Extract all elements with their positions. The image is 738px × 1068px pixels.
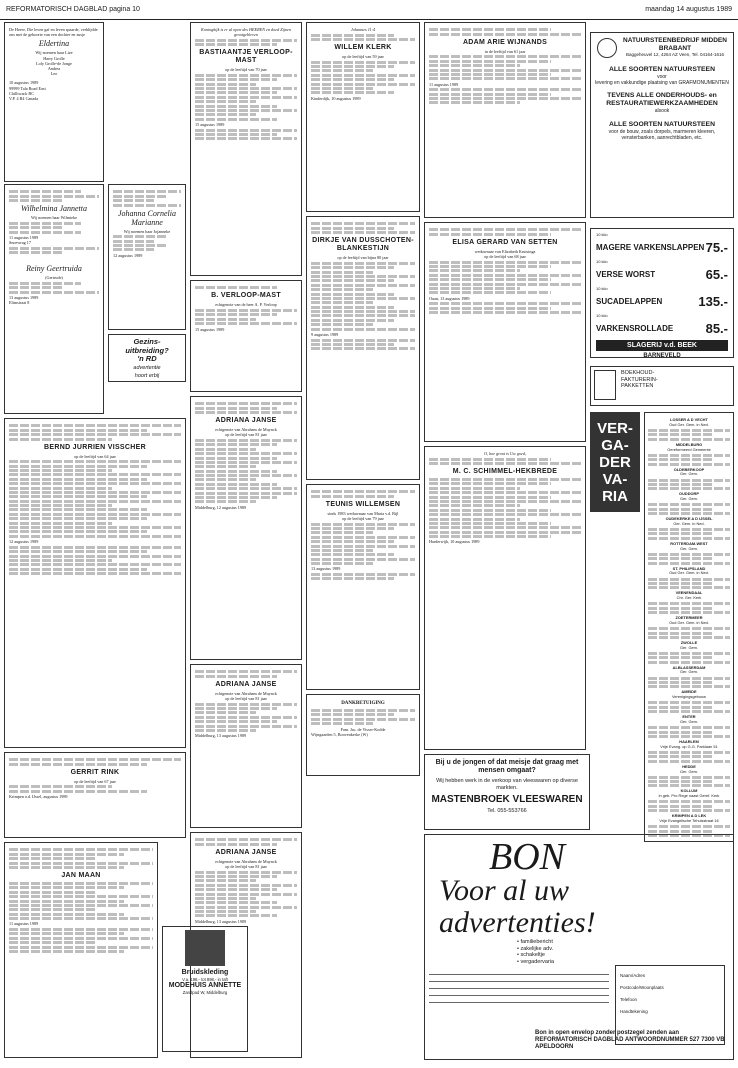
deceased-age: op de leeftijd van 64 jaar xyxy=(74,453,116,459)
thank-you-title: DANKBETUIGING xyxy=(341,701,385,706)
text-line xyxy=(648,731,714,734)
obituary-adam-wijnands xyxy=(424,22,586,218)
text-line xyxy=(648,607,714,610)
spouse-line: echtgenote van Abraham de Muynck xyxy=(215,858,277,864)
deceased-name: ADRIANA JANSE xyxy=(215,417,277,425)
text-line xyxy=(648,433,714,436)
coupon-option-label: familiebericht xyxy=(520,939,553,945)
coupon-option: • familiebericht xyxy=(517,939,553,945)
company-logo-icon xyxy=(597,38,617,58)
ad-text: voor de bouw, zoals dorpels, marmeren kleeren, vensterbanken, aanrechtbladen, etc. xyxy=(608,128,716,141)
spouse-line: weduwnaar van Elizabeth Kruisinga xyxy=(474,248,536,254)
coupon-option: • vergadervaria xyxy=(517,958,555,965)
field-label: Telefoon xyxy=(620,997,638,1002)
church-location: MIDDELBURG xyxy=(675,441,703,447)
promo-line: hoort erbij xyxy=(134,373,160,379)
spouse-line: echtgenote van de heer A. P. Verloop xyxy=(215,302,277,308)
church-info: in geb. Pro Rege naast Geref. Kerk xyxy=(658,793,720,799)
text-line xyxy=(648,809,730,812)
ad-date: 13 augustus 1989 xyxy=(311,566,341,572)
signature: Fam. Jac. de Visser-Kodde xyxy=(340,726,386,732)
text-line xyxy=(648,677,730,680)
deceased-age: op de leeftijd van 79 jaar xyxy=(342,515,384,521)
spouse-line: echtgenote van Abraham de Muynck xyxy=(215,427,277,433)
promo-line: Gezins- xyxy=(133,337,161,346)
deceased-name: BERND JURRIEN VISSCHER xyxy=(44,443,146,451)
ad-text: voor xyxy=(657,74,667,80)
price-range: V.a. 198,- tot 898,- in taft xyxy=(182,977,228,982)
bible-quote: Johannes 11:4 xyxy=(350,27,376,32)
bookkeeping-ad xyxy=(590,366,734,406)
church-location: ZWOLLE xyxy=(680,639,698,645)
text-line xyxy=(648,483,714,486)
ad-date: 15 augustus 1989 xyxy=(195,122,225,128)
ad-address: Chilliwack BC xyxy=(9,90,35,96)
issue-date: maandag 14 augustus 1989 xyxy=(645,6,732,13)
church-location: ST. PHILIPSLAND xyxy=(672,565,706,571)
family-name: Leo xyxy=(50,71,58,77)
deceased-name: GERRIT RINK xyxy=(70,768,120,776)
deceased-name: TEUNIS WILLEMSEN xyxy=(325,500,401,508)
obituary-elisa-van-setten xyxy=(424,222,586,442)
ad-line: FAKTURERIN- xyxy=(621,376,658,383)
text-line xyxy=(648,512,730,515)
price-row xyxy=(596,259,728,282)
ad-date: 9 augustus 1989 xyxy=(311,332,339,338)
ad-date: 10 augustus 1989 xyxy=(9,80,39,86)
price-amount: 65.- xyxy=(705,267,728,282)
church-location: LOSSER A D VECHT xyxy=(670,417,708,422)
church-location: HAARLEM xyxy=(679,738,699,744)
page-header xyxy=(0,0,738,20)
child-name: Reiny Geertruida xyxy=(26,264,82,274)
ad-body: Wij hebben werk in de verkoop van vleeswaren op diverse markten. xyxy=(436,778,578,791)
text-line xyxy=(648,611,730,614)
deceased-age: op de leeftijd van 81 jaar xyxy=(225,432,267,438)
child-nickname: Wij noemen haar Wilmieke xyxy=(31,215,77,221)
company-name: MASTENBROEK VLEESWAREN xyxy=(431,794,583,805)
price-quantity: 10 kilo xyxy=(596,259,608,264)
ad-place-date: Middelburg, 12 augustus 1989 xyxy=(195,504,247,510)
church-location: ZOETERMEER xyxy=(675,615,703,621)
deceased-name: ADRIANA JANSE xyxy=(215,680,277,688)
price-quantity: 10 kilo xyxy=(596,286,608,291)
deceased-age: op de leeftijd van bijna 80 jaar xyxy=(337,255,389,261)
field-label: Handtekening xyxy=(620,1009,648,1014)
obituary-adriana-janse-2 xyxy=(190,664,302,828)
obituary-gerrit-rink xyxy=(4,752,186,838)
deceased-name: B. VERLOOP-MAST xyxy=(211,292,281,300)
text-line xyxy=(648,632,714,635)
ad-place-date: Middelburg, 13 augustus 1989 xyxy=(195,918,247,924)
text-line xyxy=(648,710,730,713)
text-line xyxy=(648,562,730,565)
deceased-name: DIRKJE VAN DUSSCHOTEN-BLANKESTIJN xyxy=(312,237,414,253)
deceased-age: op de leeftijd van 70 jaar xyxy=(225,67,267,73)
church-info: Ger. Gem. xyxy=(680,644,698,650)
newspaper-title: REFORMATORISCH DAGBLAD pagina 10 xyxy=(6,6,140,13)
ad-address: Elimstraat 8 xyxy=(9,300,30,306)
text-line xyxy=(648,602,730,605)
coupon-line[interactable] xyxy=(429,969,609,975)
ad-date: 13 augustus 1989 xyxy=(9,294,39,300)
text-line xyxy=(648,726,730,729)
text-line xyxy=(648,532,714,535)
church-info: Ger. Gem. xyxy=(680,471,698,477)
deceased-name: ELISA GERARD VAN SETTEN xyxy=(452,238,558,246)
ad-place-date: Middelburg, 13 augustus 1989 xyxy=(195,733,247,739)
text-line xyxy=(648,685,730,688)
price-row xyxy=(596,313,728,336)
church-info: Verenigingsgebouw xyxy=(672,694,706,700)
obituary-bastiaantje xyxy=(190,22,302,276)
price-product: VARKENSROLLADE xyxy=(596,324,674,333)
ad-place-date: Harderwijk, 10 augustus 1989 xyxy=(429,539,480,545)
header-line: RIA xyxy=(602,488,628,505)
ad-heading: ALLE SOORTEN NATUURSTEEN xyxy=(609,120,715,128)
church-info: Vrije Evangelische Tehuisstraat 16 xyxy=(659,818,719,824)
advertisement-coupon xyxy=(424,834,734,1060)
butcher-name: SLAGERIJ v.d. BEEK xyxy=(596,340,728,351)
coupon-subtitle: Voor al uw advertenties! xyxy=(439,874,596,939)
butcher-price-ad xyxy=(590,228,734,358)
deceased-name: WILLEM KLERK xyxy=(334,43,392,51)
header-line: VA- xyxy=(602,471,628,488)
text-line xyxy=(648,805,714,808)
coupon-line[interactable] xyxy=(429,976,609,982)
ad-heading: TEVENS ALLE ONDERHOUDS- en RESTAURATIEWERKZAAMHEDEN xyxy=(606,92,718,108)
church-location: VEENENDAAL xyxy=(675,590,703,596)
child-nickname: (Gertrude) xyxy=(45,275,63,281)
obituary-schimmel xyxy=(424,446,586,750)
deceased-age: op de leeftijd van 81 jaar xyxy=(225,863,267,869)
deceased-name: ADRIANA JANSE xyxy=(215,848,277,856)
text-line xyxy=(648,537,730,540)
ad-place-date: Krimpen a.d. IJssel, augustus 1989 xyxy=(9,794,68,800)
text-line xyxy=(648,825,730,828)
church-info: Ger. Gem. in Ned. xyxy=(673,520,705,526)
spouse-line: sinds 1983 weduwnaar van Maria v.d. Bijl xyxy=(327,510,399,516)
deceased-name: JAN MAAN xyxy=(61,871,101,879)
coupon-option-label: zakelijke adv. xyxy=(520,945,554,952)
coupon-line[interactable] xyxy=(429,997,609,1003)
company-phone: Tel. 055-553766 xyxy=(487,808,527,814)
text-line xyxy=(648,454,730,457)
text-line xyxy=(648,557,714,560)
coupon-title: BON xyxy=(489,836,565,878)
ad-heading: ALLE SOORTEN NATUURSTEEN xyxy=(609,66,715,73)
ad-line: PAKKETTEN xyxy=(621,383,654,389)
family-name: Loly Grolle-de Jonge xyxy=(36,60,72,66)
ad-line: BOEKHOUD- xyxy=(621,370,655,376)
ad-address: Wijngaarden 5, Boovenkerke (W) xyxy=(311,731,368,737)
ad-date: Ouan, 13 augustus 1989 xyxy=(429,295,470,301)
ad-address: Snoewrag 17 xyxy=(9,240,31,246)
price-product: VERSE WORST xyxy=(596,270,656,279)
birth-ad-wilhelmina xyxy=(4,184,104,414)
text-line xyxy=(648,528,730,531)
field-label: Naam/Adres xyxy=(620,973,646,978)
church-info: Ger. Gem. xyxy=(680,768,698,774)
company-address: Baggeheuvel 12, 4264 AZ Veen, Tel. 04164-1616 xyxy=(626,52,724,57)
company-name: NATUURSTEENBEDRIJF MIDDEN BRABANT xyxy=(623,37,727,52)
text-line xyxy=(648,636,730,639)
text-line xyxy=(648,582,714,585)
text-line xyxy=(648,487,730,490)
coupon-line[interactable] xyxy=(429,990,609,996)
text-line xyxy=(648,755,714,758)
price-quantity: 10 kilo xyxy=(596,313,608,318)
church-location: HEDDE xyxy=(682,763,696,769)
ad-address: V.P. 4 R4 Canada xyxy=(9,96,39,102)
text-line xyxy=(648,661,730,664)
child-name: Wilhelmina Jannetta xyxy=(21,204,87,214)
ad-date: 11 augustus 1989 xyxy=(429,81,459,87)
price-amount: 85.- xyxy=(705,321,728,336)
coupon-option-label: vergadervaria xyxy=(520,958,555,965)
stone-company-ad xyxy=(590,32,734,218)
church-location: KOLLUM xyxy=(680,788,698,794)
deceased-age: op de leeftijd van 59 jaar xyxy=(342,53,384,59)
deceased-name: M. C. SCHIMMEL-HEKBREDE xyxy=(452,467,558,475)
church-location: OUDEKERKE A D IJSSEL xyxy=(665,516,713,522)
deceased-age: op de leeftijd van 68 jaar xyxy=(484,253,526,259)
birth-ad-johanna xyxy=(108,184,186,330)
bridal-wear-ad xyxy=(162,926,248,1052)
butcher-place: BARNEVELD xyxy=(643,353,681,359)
ad-heading: Bruidskleding xyxy=(181,969,229,976)
text-line xyxy=(648,627,730,630)
text-line xyxy=(648,652,730,655)
obituary-b-verloop xyxy=(190,280,302,392)
church-info: Chr. Ger. Kerk xyxy=(676,595,702,601)
text-line xyxy=(648,776,730,779)
price-quantity: 10 kilo xyxy=(596,232,608,237)
church-info: Ger. Gem. xyxy=(680,545,698,551)
ad-date: 12 augustus 1989 xyxy=(113,252,143,258)
coupon-return-address: Bon in open envelop zonder postzegel zenden aan REFORMATORISCH DAGBLAD ANTWOORDNUMMER 527 7300 VB APELDOORN xyxy=(535,1030,725,1050)
ad-date: 15 augustus 1989 xyxy=(195,326,225,332)
promo-line: uitbreiding? xyxy=(125,345,169,355)
meetings-section-header xyxy=(590,412,640,512)
text-line xyxy=(648,503,730,506)
family-name: Andrea xyxy=(47,66,61,72)
spouse-line: echtgenote van Abraham de Muynck xyxy=(215,690,277,696)
shop-name: MODEHUIS ANNETTE xyxy=(168,982,242,990)
price-product: SUCADELAPPEN xyxy=(596,297,663,306)
child-name: Johanna Cornelia Marianne xyxy=(118,208,176,227)
child-name: Eldertina xyxy=(38,39,70,49)
text-line xyxy=(648,508,714,511)
bible-quote: O, hoe groot is Uw goed, xyxy=(483,451,527,456)
church-info: Oud Ger. Gem. in Ned. xyxy=(669,619,709,625)
family-announcement-promo xyxy=(108,334,186,382)
text-line xyxy=(648,784,730,787)
text-line xyxy=(648,706,714,709)
obituary-adriana-janse-1 xyxy=(190,396,302,660)
ad-question: Bij u de jongen of dat meisje dat graag met mensen omgaat? xyxy=(435,759,579,774)
shop-address: Zandpad W, Middelburg xyxy=(182,990,228,996)
company-logo-icon xyxy=(594,370,616,400)
ad-date: 11 augustus 1989 xyxy=(9,921,39,927)
ad-date: 11 augustus 1989 xyxy=(9,234,39,240)
ad-intro: De Heere, Die leven gaf en leven spaarde, verblijdde ons met de geboorte van een dochter en zusje xyxy=(9,27,98,38)
text-line xyxy=(648,800,730,803)
header-line: GA- xyxy=(601,437,629,454)
child-nickname: Wij noemen haar Jojanneke xyxy=(123,228,171,234)
church-info: Gereformeerd Gemeente xyxy=(667,446,711,452)
church-services-list xyxy=(644,412,734,842)
promo-line: 'n RD xyxy=(137,354,157,363)
coupon-option: • zakelijke adv. xyxy=(517,945,554,952)
text-line xyxy=(648,760,730,763)
text-line xyxy=(648,656,714,659)
church-location: OLDEBERKOOP xyxy=(673,466,705,472)
text-line xyxy=(648,681,714,684)
ad-address: 99999 Tala Road East xyxy=(9,85,46,91)
header-line: DER xyxy=(599,454,631,471)
deceased-name: BASTIAANTJE VERLOOP-MAST xyxy=(199,49,293,65)
coupon-line[interactable] xyxy=(429,983,609,989)
deceased-age: in de leeftijd van 61 jaar xyxy=(484,48,526,54)
ad-date: 12 augustus 1989 xyxy=(9,539,39,545)
text-line xyxy=(648,586,730,589)
price-row xyxy=(596,286,728,309)
church-location: ENTER xyxy=(682,714,696,720)
deceased-age: op de leeftijd van 81 jaar xyxy=(225,695,267,701)
text-line xyxy=(648,735,730,738)
obituary-willem-klerk xyxy=(306,22,420,212)
text-line xyxy=(648,429,730,432)
coupon-option-label: schakeltje xyxy=(520,952,545,958)
church-info: Ger. Gem. xyxy=(680,718,698,724)
obituary-bernd-visscher xyxy=(4,418,186,748)
price-amount: 75.- xyxy=(705,240,728,255)
obituary-dirkje xyxy=(306,216,420,480)
church-info: Oud Ger. Gem. in Ned. xyxy=(669,570,709,576)
bible-quote: Koningkijk is er al open des HEEREN en doed Zijnen grootgebleven xyxy=(201,27,291,38)
advertisement-page xyxy=(4,22,734,1064)
text-line xyxy=(648,438,730,441)
text-line xyxy=(648,479,730,482)
promo-line: advertentie xyxy=(133,364,161,371)
header-line: VER- xyxy=(597,420,633,437)
church-location: ALBLASSERDAM xyxy=(672,664,706,670)
text-line xyxy=(648,578,730,581)
coupon-option: • schakeltje xyxy=(517,952,545,958)
text-line xyxy=(648,701,730,704)
ad-text: levering en vakkundige plaatsing van GRAFMONUMENTEN xyxy=(595,80,729,87)
deceased-name: ADAM ARIE WIJNANDS xyxy=(462,38,548,46)
text-line xyxy=(648,458,714,461)
church-info: Ger. Gem. xyxy=(680,669,698,675)
text-line xyxy=(648,463,730,466)
field-label: Postcode/Woonplaats xyxy=(620,985,664,990)
family-name: Harry Grolle xyxy=(43,55,65,61)
church-location: KRIMPEN A D LEK xyxy=(671,813,707,819)
text-line xyxy=(648,553,730,556)
bridal-photo xyxy=(185,930,225,966)
church-location: OUDDORP xyxy=(679,491,699,497)
church-info: Ger. Gem. xyxy=(680,496,698,502)
birth-ad-eldertina xyxy=(4,22,104,182)
church-info: Oud Ger. Gem. in Ned. xyxy=(669,421,709,427)
text-line xyxy=(648,830,714,833)
obituary-jan-maan xyxy=(4,842,158,1058)
price-product: MAGERE VARKENSLAPPEN xyxy=(596,243,705,252)
ad-text: alsook xyxy=(654,108,670,115)
obituary-teunis xyxy=(306,484,420,690)
child-nickname: Wij noemen haar Lize xyxy=(35,50,73,56)
church-location: AMEIDE xyxy=(681,689,697,695)
price-row xyxy=(596,232,728,255)
deceased-age: op de leeftijd van 67 jaar xyxy=(74,778,116,784)
ad-place-date: Kinderdijk, 10 augustus 1989 xyxy=(311,95,361,101)
text-line xyxy=(648,780,714,783)
church-info: Vrije Evang. op G.G. Parklaan 51 xyxy=(660,743,718,749)
church-location: ROTTERDAM-WEST xyxy=(670,540,708,546)
thank-you-ad xyxy=(306,694,420,776)
job-ad-mastenbroek xyxy=(424,754,590,830)
text-line xyxy=(648,751,730,754)
price-amount: 135.- xyxy=(698,294,728,309)
